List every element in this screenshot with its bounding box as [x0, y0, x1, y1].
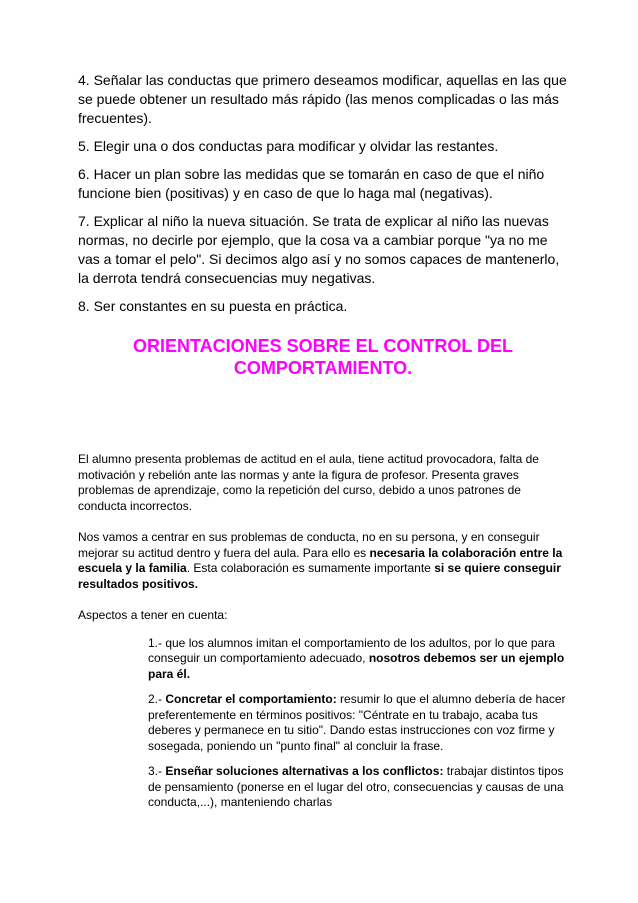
numbered-steps	[78, 71, 568, 325]
focus-text-1: Nos vamos a centrar en sus problemas de conducta, no en su persona, y en conseguir mejorar su actitud dentro y fuera del aula. Para ello es	[78, 530, 540, 560]
point-1-text: 1.- que los alumnos imitan el comportamiento de los adultos, por lo que para conseguir un comportamiento adecuado,	[148, 635, 555, 665]
point-3-number: 3.-	[148, 764, 166, 778]
point-3	[148, 764, 566, 811]
focus-paragraph	[78, 530, 568, 592]
step-6: 6. Hacer un plan sobre las medidas que se tomarán en caso de que el niño funcione bien (positivas) y en caso de que lo haga mal (negativas).	[78, 166, 545, 201]
intro-paragraph: El alumno presenta problemas de actitud en el aula, tiene actitud provocadora, falta de motivación y rebelión ante las normas y ante la figura de profesor. Presenta graves problemas de aprendizaje, como la repetición del curso, debido a unos patrones de conducta incorrectos.	[78, 452, 539, 513]
aspects-label: Aspectos a tener en cuenta:	[78, 608, 228, 622]
focus-text-2: . Esta colaboración es sumamente importante	[186, 561, 435, 575]
point-2-text: resumir lo que el alumno debería de hacer preferentemente en términos positivos: "Céntrate en tu trabajo, acaba tus deberes y permanece en tu sitio". Dando estas instrucciones con voz firme y sosegada, poniendo un "punto final" al concluir la frase.	[148, 692, 566, 753]
point-3-bold: Enseñar soluciones alternativas a los conflictos:	[165, 764, 444, 778]
point-2-number: 2.-	[148, 692, 166, 706]
step-8: 8. Ser constantes en su puesta en práctica.	[78, 298, 348, 314]
point-1	[148, 636, 566, 683]
point-2-bold: Concretar el comportamiento:	[165, 692, 337, 706]
section-body	[78, 452, 568, 821]
heading-line-1: ORIENTACIONES SOBRE EL CONTROL DEL	[132, 336, 514, 356]
step-7: 7. Explicar al niño la nueva situación. Se trata de explicar al niño las nuevas normas, no decirle por ejemplo, que la cosa va a cambiar porque "ya no me vas a tomar el pelo". Si decimos algo así y no somos capaces de mantenerlo, la derrota tendrá consecuencias muy negativas.	[78, 213, 560, 286]
point-1-bold: nosotros debemos ser un ejemplo para él.	[148, 651, 565, 681]
section-heading	[78, 335, 568, 379]
step-5: 5. Elegir una o dos conductas para modificar y olvidar las restantes.	[78, 138, 499, 154]
focus-bold-1: necesaria la colaboración entre la escuela y la familia	[78, 545, 563, 575]
point-2	[148, 692, 566, 754]
focus-bold-2: si se quiere conseguir resultados positivos.	[78, 561, 561, 591]
point-3-text: trabajar distintos tipos de pensamiento (ponerse en el lugar del otro, consecuencias y causas de una conducta,...), manteniendo charlas	[148, 764, 564, 809]
heading-line-2: COMPORTAMIENTO.	[233, 358, 413, 378]
step-4: 4. Señalar las conductas que primero deseamos modificar, aquellas en las que se puede obtener un resultado más rápido (las menos complicadas o las más frecuentes).	[78, 72, 567, 126]
